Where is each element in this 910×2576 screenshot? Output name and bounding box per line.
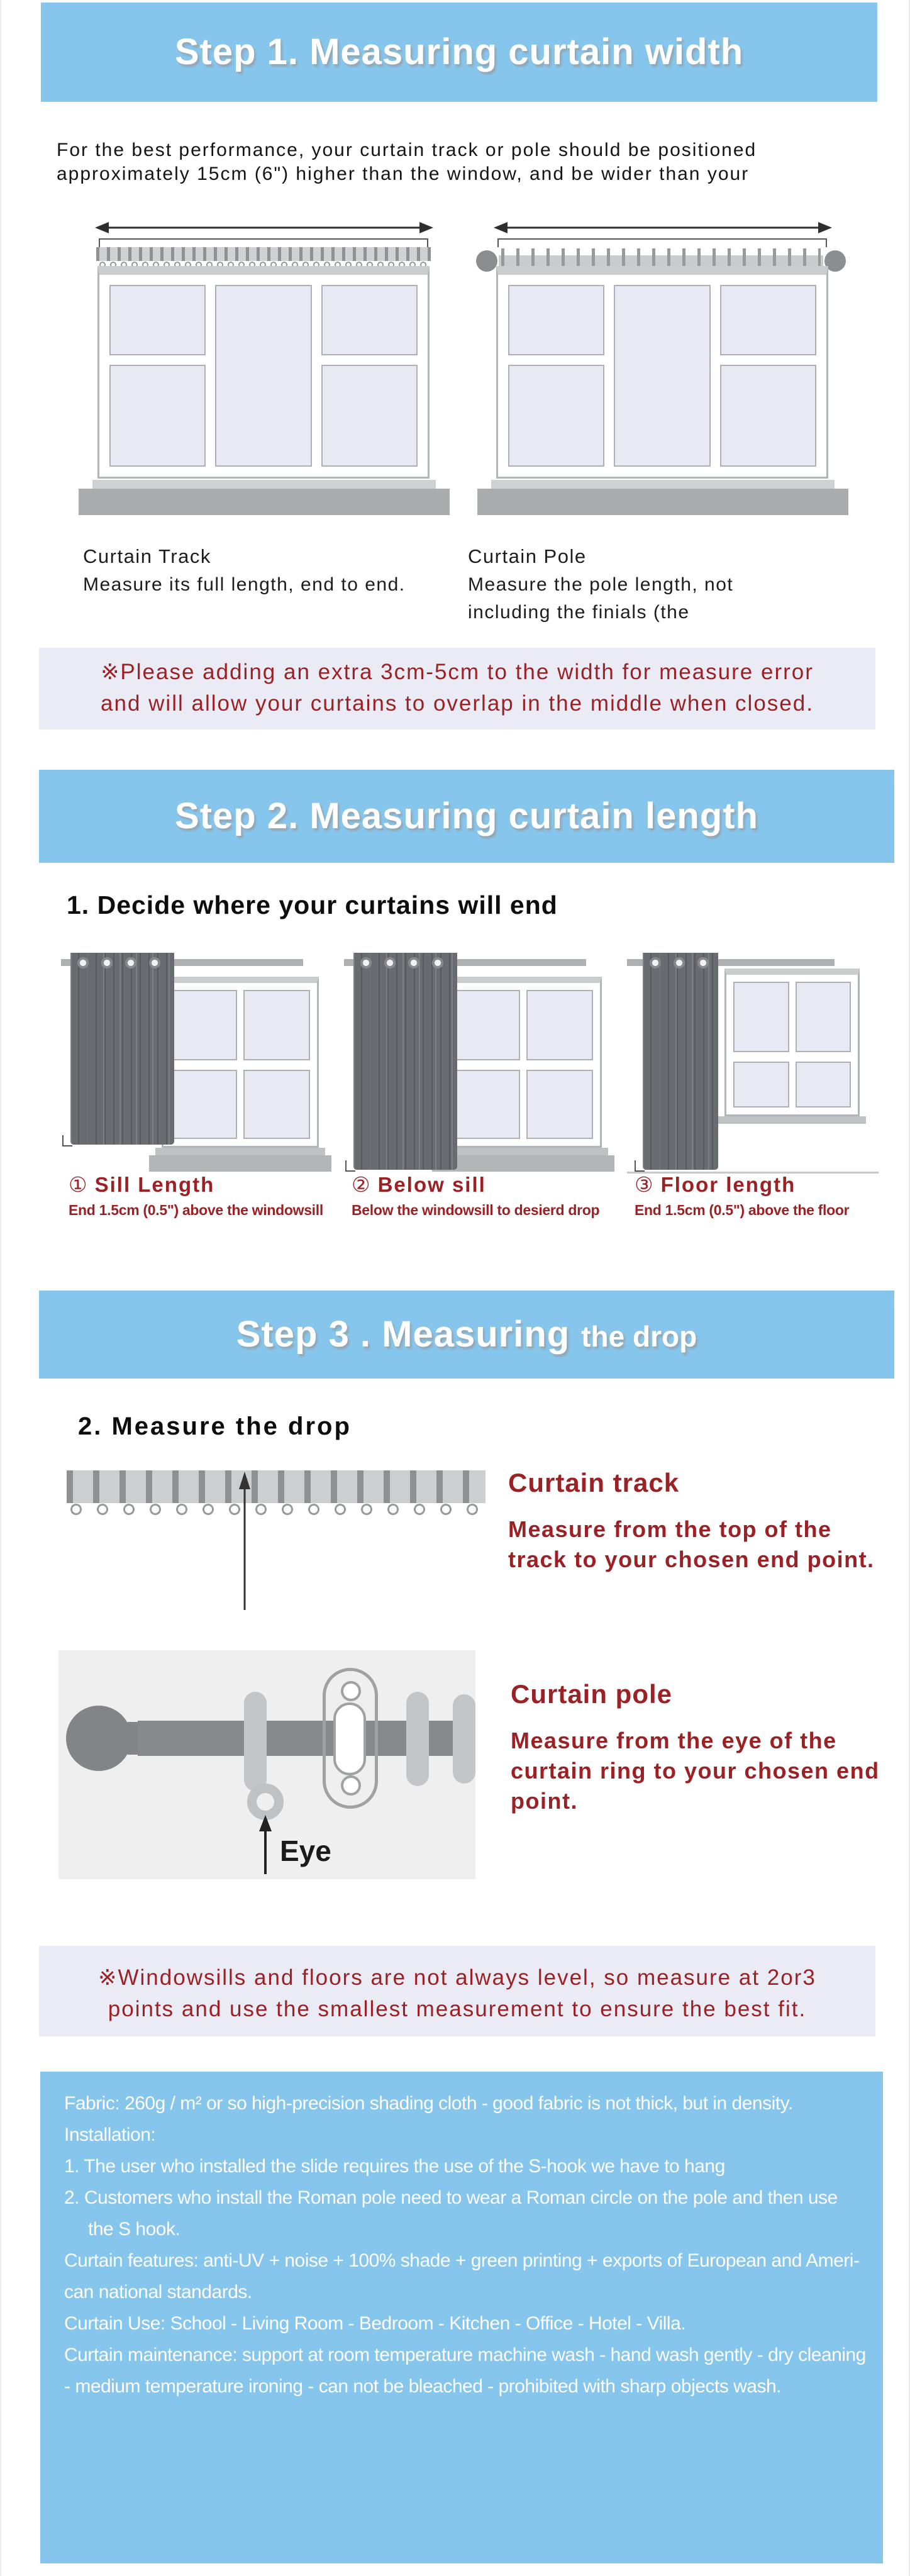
window-pane	[321, 285, 418, 355]
curtain-pole-illustration	[472, 211, 850, 525]
track-drop-desc: Measure from the top of the	[508, 1516, 832, 1542]
detail-line: Fabric: 260g / m² or so high-precision shading cloth - good fabric is not thick, but in density.	[64, 2093, 793, 2114]
window-pane	[243, 1070, 310, 1139]
window-pane	[109, 285, 206, 355]
option-desc: Below the windowsill to desierd drop	[352, 1202, 600, 1218]
windowsill-graphic	[155, 1148, 325, 1155]
step1-labels	[83, 542, 845, 626]
windowsill-graphic	[438, 1148, 608, 1155]
window-column	[109, 285, 206, 467]
track-drop-desc: track to your chosen end point.	[508, 1546, 875, 1572]
curtain-length-illustrations	[61, 940, 879, 1174]
window-pane	[720, 365, 816, 467]
finial-left	[476, 250, 497, 272]
option-number: ②	[352, 1173, 372, 1196]
step2-banner	[39, 770, 894, 863]
below-sill-caption	[344, 1171, 608, 1221]
window-pane	[109, 365, 206, 467]
length-mark	[345, 1160, 355, 1172]
window-column	[508, 285, 604, 467]
track-label-desc: Measure its full length, end to end.	[83, 574, 406, 595]
option-number: ③	[635, 1173, 655, 1196]
curtain-ring	[244, 1692, 267, 1791]
window-pane	[796, 982, 852, 1052]
product-details-panel	[40, 2072, 883, 2563]
option-number: ①	[69, 1173, 89, 1196]
detail-line: can national standards.	[64, 2282, 252, 2302]
curtain-track-label	[83, 542, 460, 626]
window-pane	[170, 990, 237, 1060]
track-drop-section	[67, 1464, 875, 1612]
pole-drop-heading: Curtain pole	[511, 1679, 673, 1709]
measure-bracket	[497, 238, 827, 247]
intro-line-2: approximately 15cm (6") higher than the window, and be wider than your	[57, 164, 750, 184]
pole-drop-illustration	[58, 1650, 475, 1879]
level-measure-note	[39, 1946, 875, 2036]
pole-drop-text	[511, 1650, 880, 1879]
window-pane	[796, 1062, 852, 1108]
pole-drop-desc: Measure from the eye of the	[511, 1728, 837, 1753]
window-column	[614, 285, 710, 467]
window-graphic	[496, 266, 828, 479]
wall-bracket-center	[333, 1702, 366, 1775]
window-pane	[170, 1070, 237, 1139]
window-column	[720, 285, 816, 467]
width-double-arrow-icon	[494, 219, 832, 236]
length-mark	[62, 1135, 72, 1146]
window-pane	[733, 1062, 789, 1108]
curtain-panel-graphic	[643, 953, 718, 1170]
pole-label-desc: Measure the pole length, not	[468, 574, 734, 595]
pole-drop-section	[58, 1650, 880, 1879]
detail-line: Installation:	[64, 2124, 156, 2145]
option-name: Sill Length	[94, 1173, 215, 1196]
note-line: ※Windowsills and floors are not always level, so measure at 2or3	[98, 1965, 816, 1990]
window-graphic	[445, 977, 602, 1148]
curtain-track-illustration	[74, 211, 451, 525]
option-name: Below sill	[377, 1173, 486, 1196]
curtain-panel-graphic	[353, 953, 457, 1170]
window-pane	[733, 982, 789, 1052]
window-pane	[526, 990, 593, 1060]
track-label-title: Curtain Track	[83, 545, 211, 567]
width-double-arrow-icon	[95, 219, 433, 236]
sill-length-caption	[61, 1171, 325, 1221]
finial-ball	[66, 1706, 131, 1771]
curtain-ring	[406, 1692, 429, 1786]
windowsill-base-graphic	[149, 1155, 331, 1172]
option-desc: End 1.5cm (0.5") above the windowsill	[69, 1202, 323, 1218]
window-graphic	[97, 266, 430, 479]
pole-label-title: Curtain Pole	[468, 545, 587, 567]
track-drop-heading: Curtain track	[508, 1468, 680, 1497]
pole-label-desc: including the finials (the	[468, 602, 690, 623]
window-pane	[614, 285, 710, 467]
windowsill-base-graphic	[79, 489, 450, 515]
detail-line: Curtain features: anti-UV + noise + 100% shade + green printing + exports of European and Ameri-	[64, 2250, 860, 2271]
note-line: points and use the smallest measurement to ensure the best fit.	[108, 1997, 807, 2021]
window-pane	[243, 990, 310, 1060]
floor-length-illustration	[627, 940, 879, 1174]
option-name: Floor length	[660, 1173, 796, 1196]
window-pane	[453, 1070, 520, 1139]
windowsill-graphic	[491, 480, 835, 489]
drop-arrow-icon	[235, 1472, 254, 1611]
eye-arrow-icon	[256, 1815, 275, 1875]
pole-drop-desc: point.	[511, 1788, 578, 1814]
detail-line: Curtain Use: School - Living Room - Bedroom - Kitchen - Office - Hotel - Villa.	[64, 2313, 686, 2334]
step3-title-sub: the drop	[581, 1320, 697, 1353]
step1-title: Step 1. Measuring curtain width	[174, 31, 744, 72]
window-pane	[453, 990, 520, 1060]
option-desc: End 1.5cm (0.5") above the floor	[635, 1202, 850, 1218]
curtain-length-captions	[61, 1171, 879, 1221]
detail-line: 2. Customers who install the Roman pole need to wear a Roman circle on the pole and then use	[64, 2187, 838, 2208]
step3-banner	[39, 1291, 894, 1379]
window-column	[215, 285, 311, 467]
windowsill-base-graphic	[432, 1155, 614, 1172]
step1-illustrations	[74, 211, 850, 525]
note-line: and will allow your curtains to overlap in the middle when closed.	[101, 691, 814, 716]
step1-banner	[41, 3, 877, 102]
window-pane	[508, 365, 604, 467]
curtain-pole-label	[468, 542, 845, 626]
detail-line: 1. The user who installed the slide requires the use of the S-hook we have to hang	[64, 2156, 725, 2177]
width-measure-note	[39, 648, 875, 730]
pole-drop-desc: curtain ring to your chosen end	[511, 1758, 880, 1784]
curtain-panel-graphic	[70, 953, 174, 1145]
step2-title: Step 2. Measuring curtain length	[175, 796, 758, 836]
window-pane	[215, 285, 311, 467]
eye-label: Eye	[280, 1835, 331, 1867]
floor-length-caption	[627, 1171, 879, 1221]
step2-subtitle: 1. Decide where your curtains will end	[67, 891, 558, 919]
curtain-ring	[453, 1694, 475, 1784]
step1-intro-paragraph	[57, 138, 757, 186]
track-drop-text	[508, 1464, 875, 1612]
curtain-track-graphic	[96, 247, 431, 261]
step3-title: Step 3 . Measuring	[236, 1314, 570, 1355]
detail-line: the S hook.	[88, 2219, 180, 2240]
windowsill-graphic	[718, 1116, 866, 1124]
note-line: ※Please adding an extra 3cm-5cm to the width for measure error	[101, 660, 814, 684]
windowsill-base-graphic	[477, 489, 848, 515]
below-sill-illustration	[344, 940, 608, 1174]
windowsill-graphic	[92, 480, 436, 489]
window-graphic	[162, 977, 319, 1148]
step3-subtitle: 2. Measure the drop	[78, 1413, 352, 1440]
window-pane	[720, 285, 816, 355]
window-column	[321, 285, 418, 467]
sill-length-illustration	[61, 940, 325, 1174]
detail-line: Curtain maintenance: support at room temperature machine wash - hand wash gently - dry cleaning	[64, 2345, 866, 2365]
detail-line: - medium temperature ironing - can not be bleached - prohibited with sharp objects wash.	[64, 2376, 781, 2397]
length-mark	[635, 1160, 645, 1172]
window-pane	[526, 1070, 593, 1139]
measure-bracket	[99, 238, 428, 247]
intro-line-1: For the best performance, your curtain track or pole should be positioned	[57, 140, 757, 160]
window-graphic	[724, 969, 860, 1116]
track-drop-illustration	[67, 1464, 486, 1612]
curtain-track-graphic	[67, 1470, 486, 1503]
window-pane	[508, 285, 604, 355]
window-pane	[321, 365, 418, 467]
